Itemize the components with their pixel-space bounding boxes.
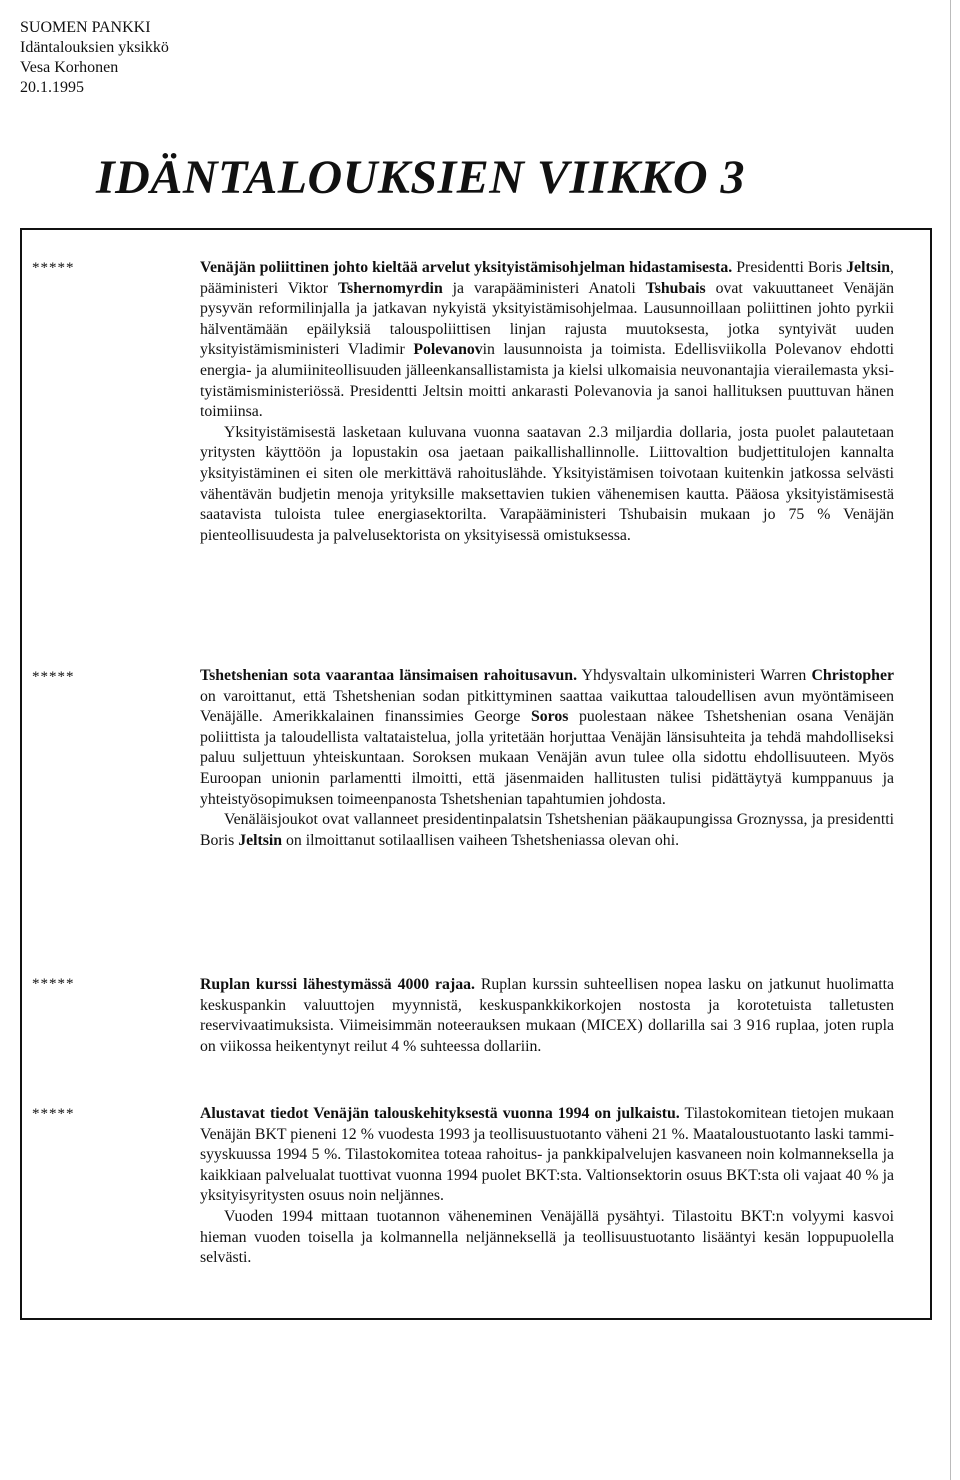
article-paragraph: Tshetshenian sota vaarantaa länsimaisen rahoitusavun. Yhdysvaltain ulkoministeri Warren Christopher on varoittanut, että Tshetshenian sodan pitkittyminen saattaa vaikuttaa taloudellisen avun myöntämiseen Venäjälle. Amerikkalainen finanssimies George Soros puolestaan näkee Tshetshenian osana Venäjän poliittista ja taloudellista valtataistelua, jolla yritetään horjuttaa Venäjän länsisuhteita ja tehdä mahdolliseksi paluu suljettuun yhteiskuntaan. Soroksen mukaan Venäjän avun tulee olla sidottu ehdollisuuteen. Myös Euroopan unionin parlamentti ilmoitti, että jäsenmaiden hallitusten tulisi pidättäytyä kumppanuus ja yhteistyösopimuksen toimeenpanosta Tshetshenian tapahtumien johdosta.: [200, 667, 894, 808]
article-paragraph: Ruplan kurssi lähestymässä 4000 rajaa. Ruplan kurssin suhteellisen nopea lasku on jatkunut huolimatta keskuspankin valuuttojen myynnistä, keskuspankkikorkojen nostosta ja korotetuista talletusten reservivaatimuksista. Viimeisimmän noteerauksen mukaan (MICEX) dollarilla sai 3 916 ruplaa, joten rupla on viikossa heikentynyt reilut 4 % suhteessa dollariin.: [200, 976, 894, 1055]
article-separator: *****: [32, 1106, 75, 1122]
article-paragraph: Yksityistämisestä lasketaan kuluvana vuonna saatavan 2.3 miljardia dollaria, josta puolet palautetaan yritysten käyttöön ja lopustakin osa jaetaan paikallishallinnolle. Liittovaltion budjettitulojen kannalta yksityistäminen ei siten ole merkittävä rahoituslähde. Yksityistämisen toivotaan kuitenkin jatkossa selvästi vähentävän budjetin menoja yrityksille maksettavien tukien vähenemisen kautta. Pääosa yksityistämisestä saatavista tuloista tulee energiasektorilta. Varapääministeri Tshubaisin mukaan jo 75 % Venäjän pienteollisuudesta ja palvelusektorista on yksityisessä omistuksessa.: [200, 423, 894, 544]
article-separator: *****: [32, 976, 75, 992]
document-header: [20, 18, 169, 98]
article-paragraph: Alustavat tiedot Venäjän talouskehityksestä vuonna 1994 on julkaistu. Tilastokomitean tietojen mukaan Venäjän BKT pieneni 12 % vuodesta 1993 ja teollisuustuotanto väheni 21 %. Maataloustuotanto laski tammi-syyskuussa 1994 5 %. Tilastokomitea toteaa rahoitus- ja pankkipalvelujen kasvaneen noin kolmanneksella ja kaikkiaan palvelualat tuottivat vuonna 1994 puolet BKT:sta. Valtionsektorin osuus BKT:sta oli vajaat 40 % ja yksityisyritysten osuus noin neljännes.: [200, 1105, 895, 1205]
article-paragraph: Venäjän poliittinen johto kieltää arvelut yksityistämisohjelman hidastamisesta. Presidentti Boris Jeltsin, pääministeri Viktor Tshernomyrdin ja varapääministeri Anatoli Tshubais ovat vakuuttaneet Venäjän pysyvän reformilinjalla ja jatkavan nykyistä yksityistämisohjelmaa. Lausunnoillaan poliittinen johto pyrkii hälventämään epäilyksiä talouspoliittisen linjan rajusta muutoksesta, jotka syntyivät uuden yksityistämisministeri Vladimir Polevanovin lausunnoista ja toimista. Edellisviikolla Polevanov ehdotti energia- ja alumiiniteollisuuden jälleenkansallistamista ja kielsi ulkomaisia neuvonantajia vierailemasta yksityistämisministeriössä. Presidentti Jeltsin moitti ankarasti Polevanovia ja sanoi hallituksen puuttuvan hänen toimiinsa.: [200, 259, 894, 421]
article-privatization: [200, 258, 894, 546]
article-paragraph: Vuoden 1994 mittaan tuotannon väheneminen Venäjällä pysähtyi. Tilastoitu BKT:n volyymi kasvoi hieman vuoden toisella ja kolmannella neljänneksellä ja teollisuustuotanto lisääntyi kesän loppupuolella selvästi.: [200, 1207, 894, 1267]
document-date: 20.1.1995: [20, 79, 84, 96]
article-paragraph: Venäläisjoukot ovat vallanneet presidentinpalatsin Tshetshenian pääkaupungissa Groznyssa, ja presidentti Boris Jeltsin on ilmoittanut sotilaallisen vaiheen Tshetsheniassa olevan ohi.: [200, 811, 894, 849]
organization-name: SUOMEN PANKKI: [20, 19, 151, 36]
article-headline: Ruplan kurssi lähestymässä 4000 rajaa.: [200, 976, 475, 993]
article-headline: Tshetshenian sota vaarantaa länsimaisen rahoitusavun.: [200, 667, 578, 684]
article-headline: Venäjän poliittinen johto kieltää arvelut yksityistämisohjelman hidastamisesta.: [200, 259, 733, 276]
article-ruble: [200, 975, 894, 1057]
document-title: IDÄNTALOUKSIEN VIIKKO 3: [96, 151, 745, 204]
article-economy-1994: [200, 1104, 894, 1269]
article-headline: Alustavat tiedot Venäjän talouskehityksestä vuonna 1994 on julkaistu.: [200, 1105, 680, 1122]
article-chechnya: [200, 666, 894, 851]
article-separator: *****: [32, 260, 75, 276]
unit-name: Idäntalouksien yksikkö: [20, 39, 169, 56]
article-separator: *****: [32, 669, 75, 685]
scan-edge-line: [950, 0, 951, 1480]
author-name: Vesa Korhonen: [20, 59, 119, 76]
